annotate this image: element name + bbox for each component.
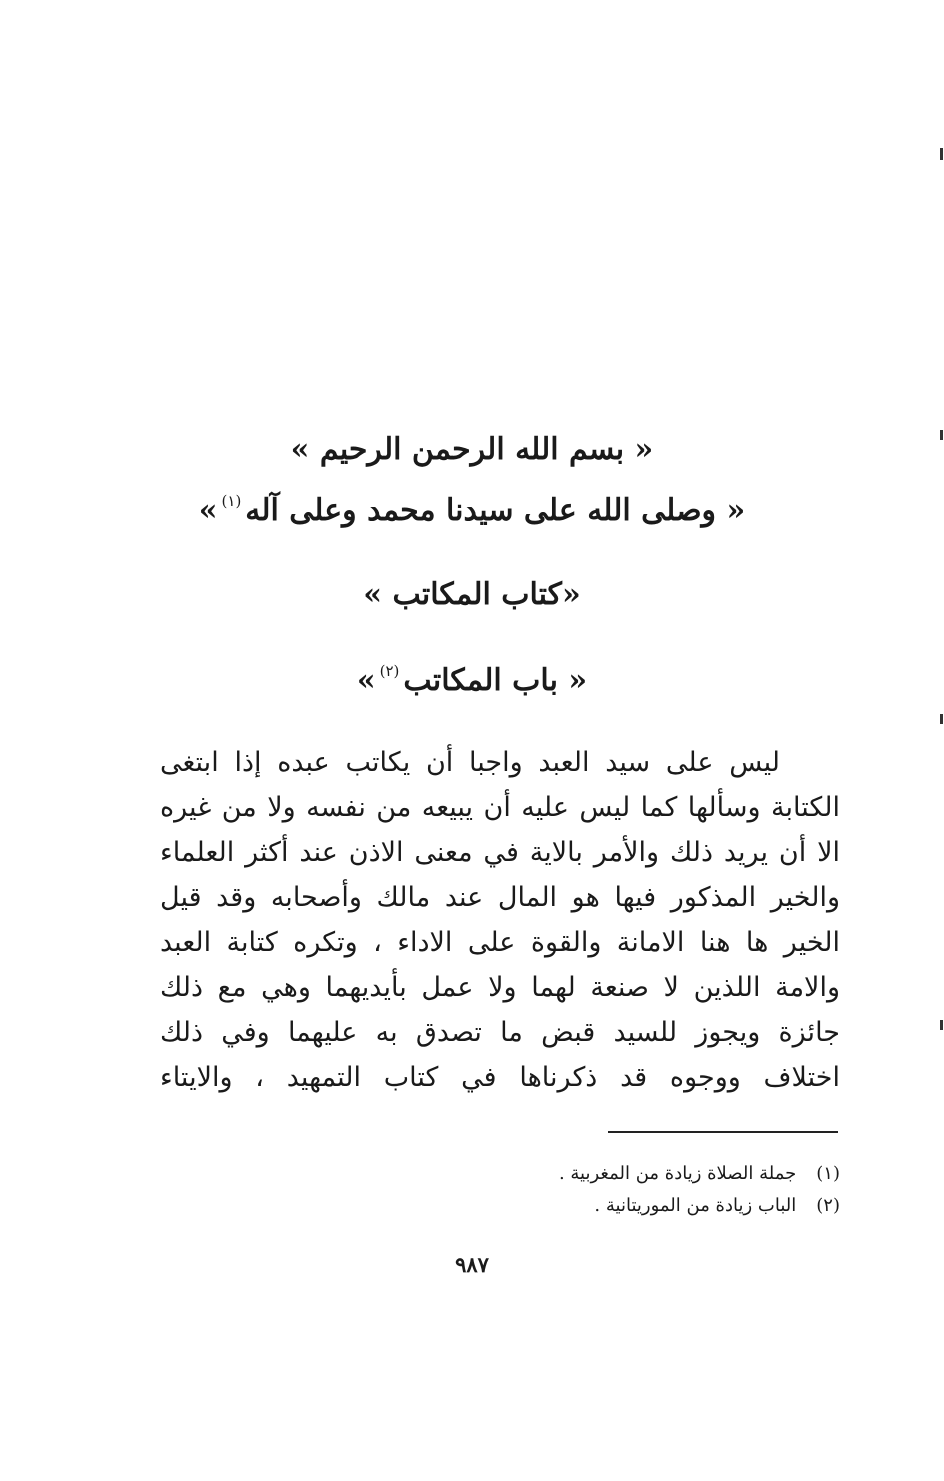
body-line: جائزة ويجوز للسيد قبض ما تصدق به عليهما وفي ذلك — [160, 1017, 840, 1048]
scan-edge-mark — [940, 148, 943, 160]
scan-edge-mark — [940, 1020, 943, 1030]
page-number: ٩٨٧ — [455, 1252, 489, 1277]
salutation-heading — [0, 492, 944, 528]
body-line: والامة اللذين لا صنعة لهما ولا عمل بأيديهما وهي مع ذلك — [160, 972, 840, 1003]
footnote-item — [360, 1190, 840, 1222]
scan-edge-mark — [940, 430, 943, 440]
body-line: ليس على سيد العبد واجبا أن يكاتب عبده إذا ابتغى — [160, 747, 780, 778]
body-text — [160, 740, 840, 1100]
chapter-title-text: « باب المكاتب — [403, 663, 588, 698]
footnote-text: الباب زيادة من الموريتانية . — [594, 1195, 797, 1216]
footnote-ref-1: (١) — [221, 492, 242, 510]
footnote-item — [360, 1158, 840, 1190]
chapter-title — [0, 662, 944, 698]
footnote-divider — [608, 1131, 838, 1133]
footnote-text: جملة الصلاة زيادة من المغربية . — [558, 1163, 797, 1184]
basmala-heading — [0, 432, 944, 467]
footnote-number: (١) — [816, 1163, 840, 1184]
salutation-text: « وصلى الله على سيدنا محمد وعلى آله — [245, 493, 746, 528]
scan-edge-mark — [940, 714, 943, 724]
body-line: الخير ها هنا الامانة والقوة على الاداء ، وتكره كتابة العبد — [160, 927, 840, 958]
body-line: الكتابة وسألها كما ليس عليه أن يبيعه من نفسه ولا من غيره — [160, 792, 840, 823]
footnote-number: (٢) — [816, 1195, 840, 1216]
salutation-close: » — [198, 493, 218, 528]
body-line: الا أن يريد ذلك والأمر بالاية في معنى الاذن عند أكثر العلماء — [160, 837, 840, 868]
book-title — [0, 577, 944, 612]
footnote-ref-2: (٢) — [379, 662, 400, 680]
footnotes — [360, 1158, 840, 1222]
basmala-text: « بسم الله الرحمن الرحيم » — [290, 432, 654, 467]
body-line: اختلاف ووجوه قد ذكرناها في كتاب التمهيد ، والايتاء — [160, 1062, 840, 1093]
chapter-title-close: » — [356, 663, 376, 698]
book-title-text: «كتاب المكاتب » — [363, 577, 581, 612]
body-line: والخير المذكور فيها هو المال عند مالك وأصحابه وقد قيل — [160, 882, 840, 913]
